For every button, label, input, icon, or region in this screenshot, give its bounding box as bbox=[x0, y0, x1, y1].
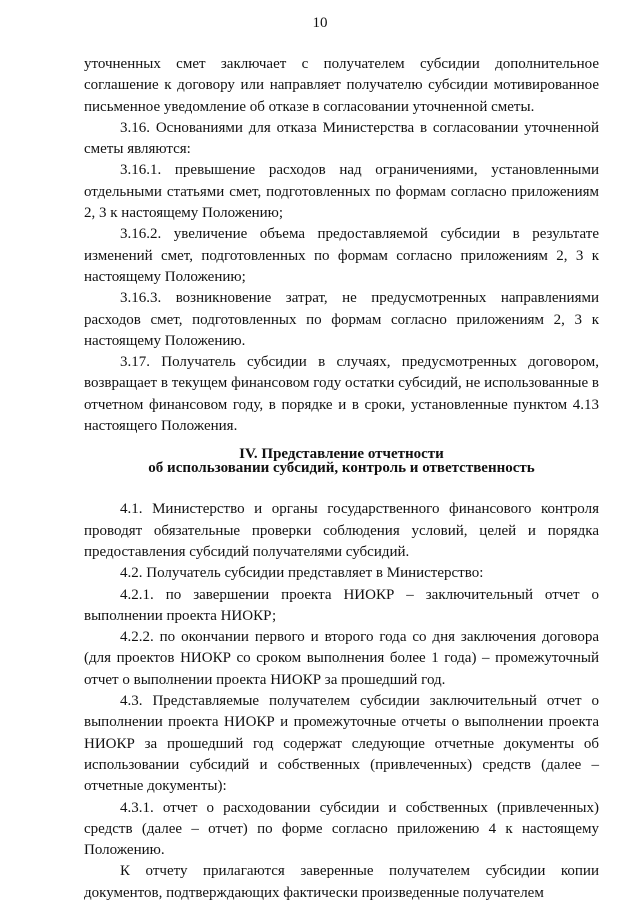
paragraph-report-attachments: К отчету прилагаются заверенные получателем субсидии копии документов, подтверждающих фактически произведенные получателем bbox=[84, 863, 599, 901]
paragraph-4-1: 4.1. Министерство и органы государственного финансового контроля проводят обязательные проверки соблюдения условий, целей и порядка предоставления субсидий получателями субсидий. bbox=[84, 501, 599, 560]
paragraph-3-16-3: 3.16.3. возникновение затрат, не предусмотренных направлениями расходов смет, подготовленных по формам согласно приложениям 2, 3 к настоящему Положению. bbox=[84, 290, 599, 349]
paragraph-4-2-2: 4.2.2. по окончании первого и второго года со дня заключения договора (для проектов НИОКР со сроком выполнения более 1 года) – промежуточный отчет о выполнении проекта НИОКР за прошедший год. bbox=[84, 629, 599, 688]
paragraph-4-3: 4.3. Представляемые получателем субсидии заключительный отчет о выполнении проекта НИОКР и промежуточные отчеты о выполнении проекта НИОКР за прошедший год содержат следующие отчетные документы об использовании субсидий и собственных (привлеченных) средств (далее – отчетные документы): bbox=[84, 693, 599, 795]
paragraph-3-16: 3.16. Основаниями для отказа Министерства в согласовании уточненной сметы являются: bbox=[84, 119, 599, 158]
paragraph-3-16-2: 3.16.2. увеличение объема предоставляемой субсидии в результате изменений смет, подготовленных по формам согласно приложениям 2, 3 к настоящему Положению; bbox=[84, 226, 599, 285]
paragraph-3-16-1: 3.16.1. превышение расходов над ограничениями, установленными отдельными статьями смет, подготовленных по формам согласно приложениям 2, 3 к настоящему Положению; bbox=[84, 162, 599, 222]
paragraph-4-2: 4.2. Получатель субсидии представляет в Министерство: bbox=[120, 565, 484, 582]
paragraph-4-3-1: 4.3.1. отчет о расходовании субсидии и собственных (привлеченных) средств (далее – отчет) по форме согласно приложению 4 к настоящему Положению. bbox=[84, 799, 599, 859]
paragraph-3-17: 3.17. Получатель субсидии в случаях, предусмотренных договором, возвращает в текущем финансовом году остатки субсидий, не использованные в отчетном финансовом году, в порядке и в сроки, установленные пунктом 4.13 настоящего Положения. bbox=[84, 354, 599, 435]
page-number: 10 bbox=[312, 15, 328, 31]
document-body bbox=[84, 54, 599, 904]
section-heading-line-2: об использовании субсидий, контроль и ответственность bbox=[148, 460, 535, 477]
paragraph-continuation: уточненных смет заключает с получателем субсидии дополнительное соглашение к договору или направляет получателю субсидии мотивированное письменное уведомление об отказе в согласовании уточненной сметы. bbox=[84, 56, 599, 115]
section-heading bbox=[84, 447, 599, 475]
paragraph-4-2-1: 4.2.1. по завершении проекта НИОКР – заключительный отчет о выполнении проекта НИОКР; bbox=[84, 586, 599, 624]
section-heading-line-1: IV. Представление отчетности bbox=[239, 446, 444, 463]
